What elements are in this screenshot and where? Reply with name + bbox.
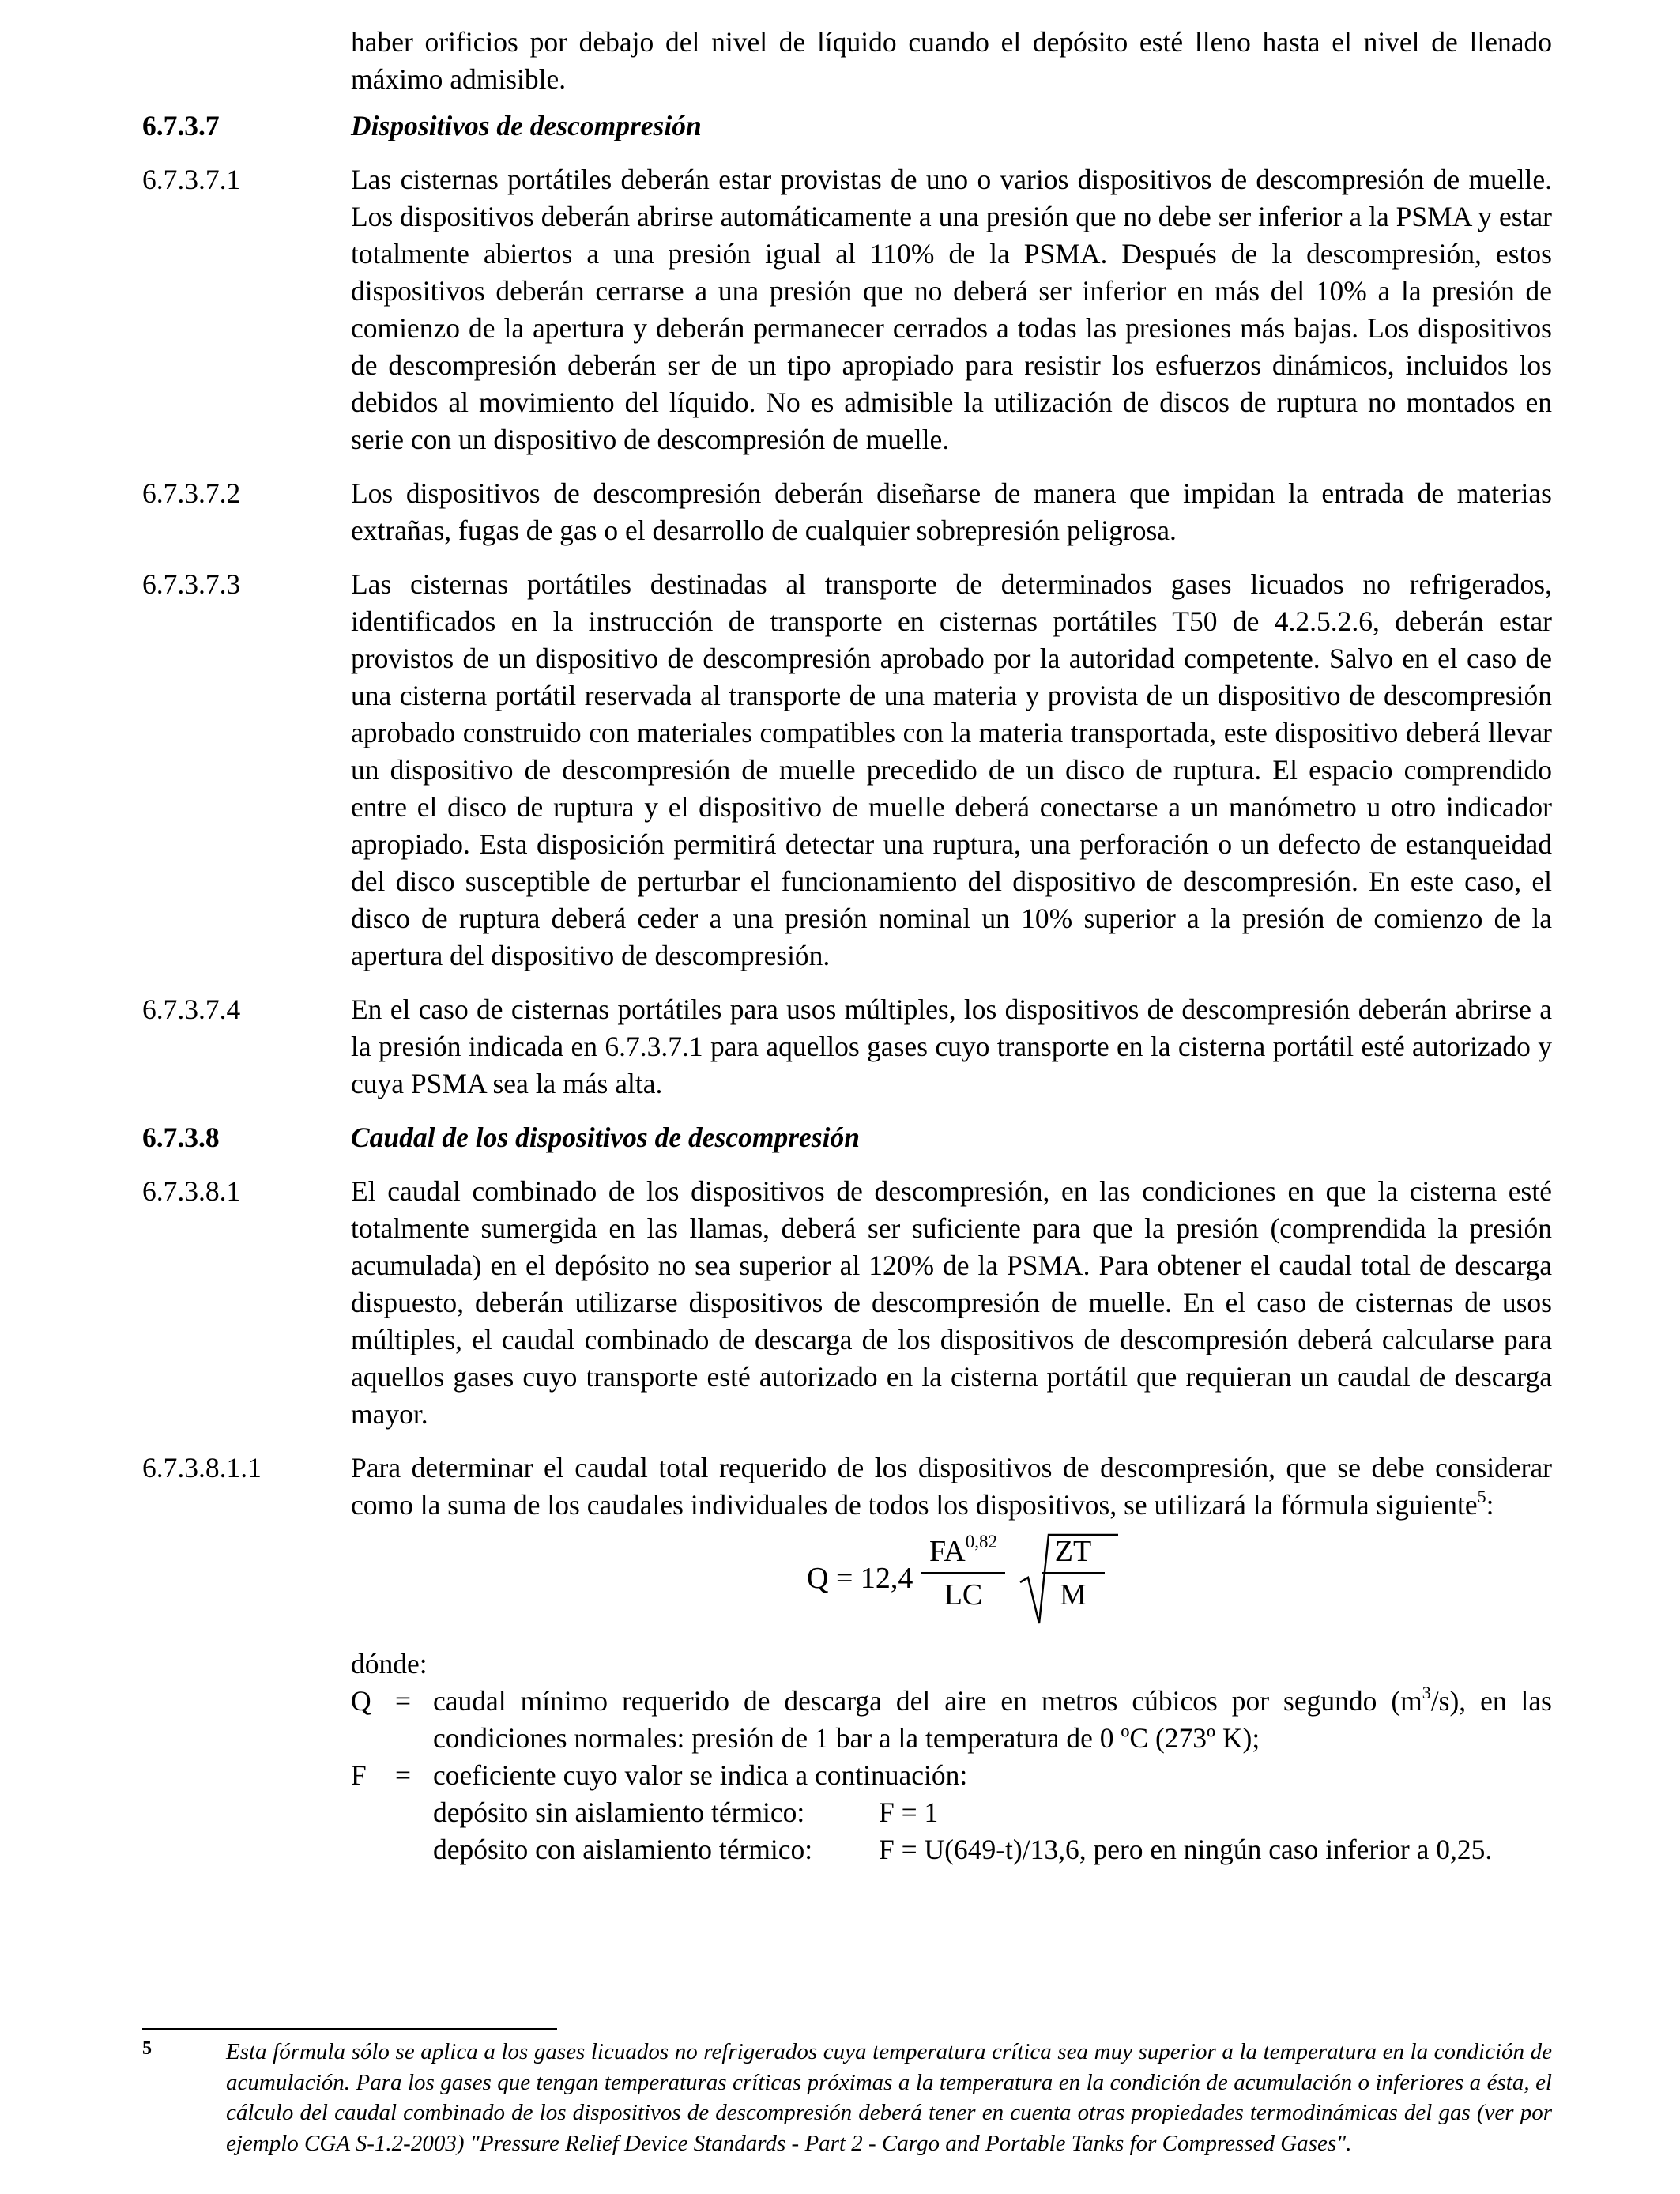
definition-equals: = <box>395 1759 412 1791</box>
definition-symbol: F <box>351 1759 367 1791</box>
paragraph-text-main: Para determinar el caudal total requerido de los dispositivos de descompresión, que se debe considerar como la suma de los caudales individuales de todos los dispositivos, se utilizará la fórmula siguiente <box>351 1452 1552 1521</box>
section-number: 6.7.3.7 <box>142 110 220 141</box>
radical-denominator: M <box>1060 1578 1087 1612</box>
section-heading-6-7-3-7 <box>142 107 1552 145</box>
definition-text <box>433 1683 1552 1757</box>
formula-denominator: LC <box>944 1578 983 1612</box>
definition-equals: = <box>395 1685 412 1717</box>
formula-numerator <box>921 1533 1005 1570</box>
continuation-text: haber orificios por debajo del nivel de líquido cuando el depósito esté lleno hasta el nivel de llenado máximo admisible. <box>351 26 1552 95</box>
footnote-separator <box>142 2028 557 2030</box>
option-label: depósito sin aislamiento térmico: <box>433 1796 805 1828</box>
paragraph-6-7-3-8-1 <box>142 1173 1552 1433</box>
definition-q <box>351 1683 1552 1757</box>
paragraph-number: 6.7.3.7.4 <box>142 993 241 1025</box>
paragraph-text: Las cisternas portátiles deberán estar provistas de uno o varios dispositivos de descompresión de muelle. Los dispositivos deberán abrirse automáticamente a una presión que no debe ser inferior a la PSMA y estar totalmente abiertos a una presión igual al 110% de la PSMA. Después de la descompresión, estos dispositivos deberán cerrarse a una presión que no deberá ser inferior en más del 10% a la presión de comienzo de la apertura y deberán permanecer cerrados a todas las presiones más bajas. Los dispositivos de descompresión deberán ser de un tipo apropiado para resistir los esfuerzos dinámicos, incluidos los debidos al movimiento del líquido. No es admisible la utilización de discos de ruptura no montados en serie con un dispositivo de descompresión de muelle. <box>351 164 1552 455</box>
paragraph-text-tail: : <box>1486 1489 1494 1521</box>
footnote-text: Esta fórmula sólo se aplica a los gases licuados no refrigerados cuya temperatura crítica sea muy superior a la temperatura en la condición de acumulación. Para los gases que tengan temperaturas críticas próximas a la temperatura en la condición de acumulación o inferiores a ésta, el cálculo del caudal combinado de los dispositivos de descompresión deberá tener en cuenta otras propiedades termodinámicas del gas (ver por ejemplo CGA S-1.2-2003) "Pressure Relief Device Standards - Part 2 - Cargo and Portable Tanks for Compressed Gases". <box>226 2039 1552 2156</box>
page-body <box>142 24 1552 1868</box>
footnote-reference[interactable]: 5 <box>1477 1487 1486 1506</box>
paragraph-6-7-3-7-2 <box>142 475 1552 549</box>
section-heading-6-7-3-8 <box>142 1119 1552 1156</box>
paragraph-text: El caudal combinado de los dispositivos de descompresión, en las condiciones en que la cisterna esté totalmente sumergida en las llamas, deberá ser suficiente para que la presión (comprendida la presión acumulada) en el depósito no sea superior al 120% de la PSMA. Para obtener el caudal total de descarga dispuesto, deberán utilizarse dispositivos de descompresión de muelle. En el caso de cisternas de usos múltiples, el caudal combinado de descarga de los dispositivos de descompresión deberá calcularse para aquellos gases cuyo transporte esté autorizado en la cisterna portátil que requieran un caudal de descarga mayor. <box>351 1175 1552 1430</box>
section-number: 6.7.3.8 <box>142 1122 220 1153</box>
footnote <box>142 2037 1552 2158</box>
paragraph-text: Los dispositivos de descompresión deberán diseñarse de manera que impidan la entrada de materias extrañas, fugas de gas o el desarrollo de cualquier sobrepresión peligrosa. <box>351 477 1552 546</box>
paragraph-number: 6.7.3.8.1.1 <box>142 1452 262 1483</box>
definition-text: coeficiente cuyo valor se indica a continuación: <box>433 1759 968 1791</box>
footnote-number: 5 <box>142 2038 152 2059</box>
section-title: Caudal de los dispositivos de descompresión <box>351 1122 860 1153</box>
flow-formula <box>351 1533 1552 1630</box>
paragraph-6-7-3-8-1-1 <box>142 1449 1552 1524</box>
option-value: F = 1 <box>879 1796 939 1828</box>
option-label: depósito con aislamiento térmico: <box>433 1834 813 1865</box>
formula-fraction <box>921 1533 1005 1613</box>
fraction-bar <box>921 1572 1005 1574</box>
paragraph-number: 6.7.3.8.1 <box>142 1175 241 1207</box>
definition-text-a: caudal mínimo requerido de descarga del aire en metros cúbicos por segundo (m <box>433 1685 1422 1717</box>
definition-symbol: Q <box>351 1685 371 1717</box>
radical-numerator: ZT <box>1054 1535 1092 1568</box>
where-label: dónde: <box>351 1648 428 1679</box>
definition-text-b: /s), en las condiciones normales: presión de 1 bar a la temperatura de 0 ºC (273º K); <box>433 1685 1552 1754</box>
paragraph-number: 6.7.3.7.1 <box>142 164 241 195</box>
paragraph-6-7-3-7-1 <box>142 161 1552 458</box>
radical-fraction <box>1042 1533 1105 1613</box>
section-title: Dispositivos de descompresión <box>351 110 702 141</box>
paragraph-6-7-3-7-3 <box>142 566 1552 974</box>
f-option-insulated <box>433 1831 1552 1868</box>
paragraph-text: Las cisternas portátiles destinadas al transporte de determinados gases licuados no refrigerados, identificados en la instrucción de transporte en cisternas portátiles T50 de 4.2.5.2.6, deberán estar provistos de un dispositivo de descompresión aprobado por la autoridad competente. Salvo en el caso de una cisterna portátil reservada al transporte de una materia y provista de un dispositivo de descompresión aprobado construido con materiales compatibles con la materia transportada, este dispositivo deberá llevar un dispositivo de descompresión de muelle precedido de un disco de ruptura. El espacio comprendido entre el disco de ruptura y el dispositivo de muelle deberá conectarse a un manómetro u otro indicador apropiado. Esta disposición permitirá detectar una ruptura, una perforación o un defecto de estanqueidad del disco susceptible de perturbar el funcionamiento del dispositivo de descompresión. En este caso, el disco de ruptura deberá ceder a una presión nominal un 10% superior a la presión de comienzo de la apertura del dispositivo de descompresión. <box>351 568 1552 971</box>
f-option-uninsulated <box>433 1794 1552 1831</box>
paragraph-number: 6.7.3.7.3 <box>142 568 241 600</box>
paragraph-number: 6.7.3.7.2 <box>142 477 241 509</box>
formula-exponent: 0,82 <box>965 1532 997 1551</box>
formula-numerator-base: FA <box>929 1535 966 1568</box>
option-value: F = U(649-t)/13,6, pero en ningún caso inferior a 0,25. <box>879 1834 1493 1865</box>
paragraph-text: En el caso de cisternas portátiles para usos múltiples, los dispositivos de descompresión deberán abrirse a la presión indicada en 6.7.3.7.1 para aquellos gases cuyo transporte en la cisterna portátil esté autorizado y cuya PSMA sea la más alta. <box>351 993 1552 1099</box>
paragraph-6-7-3-7-4 <box>142 991 1552 1103</box>
cubic-superscript: 3 <box>1422 1683 1431 1702</box>
definition-f <box>351 1757 1552 1794</box>
formula-lhs: Q = 12,4 <box>807 1562 913 1595</box>
paragraph-text <box>351 1449 1552 1524</box>
radical-fraction-bar <box>1042 1572 1105 1574</box>
